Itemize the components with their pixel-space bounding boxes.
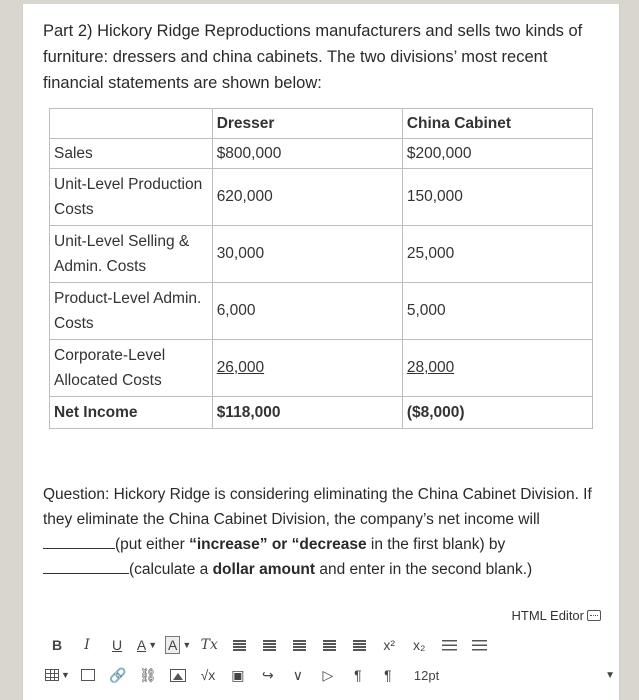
toolbar-row-1 xyxy=(45,630,615,660)
dresser-value: 30,000 xyxy=(212,226,402,283)
justify-icon xyxy=(323,640,336,651)
dresser-value: $118,000 xyxy=(212,397,402,429)
embed-icon xyxy=(81,669,95,681)
table-row xyxy=(50,226,593,283)
bold-button[interactable]: B xyxy=(51,637,63,653)
row-label: Product-Level Admin. Costs xyxy=(50,283,213,340)
row-label: Sales xyxy=(50,139,213,169)
media-button[interactable]: ▣ xyxy=(231,666,245,683)
dresser-value: 26,000 xyxy=(212,340,402,397)
bullet-list-button[interactable] xyxy=(437,633,461,657)
font-size-select[interactable]: 12pt xyxy=(413,667,440,683)
image-button[interactable] xyxy=(166,663,190,687)
financial-table xyxy=(49,108,593,429)
numbered-list-icon xyxy=(472,640,487,651)
keyboard-icon xyxy=(587,610,601,621)
editor-toolbar xyxy=(45,630,615,690)
align-right-button[interactable] xyxy=(287,633,311,657)
unlink-button[interactable]: ⛓ xyxy=(139,666,157,683)
numbered-list-button[interactable] xyxy=(467,633,491,657)
toolbar-row-2 xyxy=(45,660,615,690)
highlight-button[interactable] xyxy=(165,633,191,657)
chevron-down-icon: ▼ xyxy=(182,640,192,650)
table-header-blank xyxy=(50,109,213,139)
embed-button[interactable] xyxy=(76,663,100,687)
chevron-down-icon[interactable]: ▼ xyxy=(605,669,615,681)
font-color-button[interactable] xyxy=(135,633,159,657)
font-color-icon: A xyxy=(136,637,147,653)
row-label: Corporate-Level Allocated Costs xyxy=(50,340,213,397)
pilcrow-ltr-button[interactable]: ¶ xyxy=(354,667,362,683)
china-value: 5,000 xyxy=(402,283,592,340)
question-part: (put either xyxy=(115,536,190,553)
align-right-icon xyxy=(293,640,306,651)
bullet-list-icon xyxy=(442,640,457,651)
pilcrow-rtl-button[interactable]: ¶ xyxy=(384,667,392,683)
table-row xyxy=(50,340,593,397)
chevron-down-icon: ▼ xyxy=(61,670,70,680)
align-center-icon xyxy=(263,640,276,651)
answer-blank-2[interactable] xyxy=(43,558,129,574)
table-header-china: China Cabinet xyxy=(402,109,592,139)
indent-icon xyxy=(353,640,366,651)
row-label: Net Income xyxy=(50,397,213,429)
indent-button[interactable] xyxy=(347,633,371,657)
question-part: (calculate a xyxy=(129,561,213,578)
china-value: $200,000 xyxy=(402,139,592,169)
question-part: in the first blank) by xyxy=(366,536,506,553)
justify-button[interactable] xyxy=(317,633,341,657)
china-value: 25,000 xyxy=(402,226,592,283)
question-page xyxy=(22,4,620,700)
china-value: 28,000 xyxy=(402,340,592,397)
table-button[interactable] xyxy=(45,663,70,687)
table-header-row xyxy=(50,109,593,139)
table-row xyxy=(50,139,593,169)
intro-text: Part 2) Hickory Ridge Reproductions manufacturers and sells two kinds of furniture: dressers and china cabinets. The two divisions’ most recent financial statements are shown below: xyxy=(43,22,583,92)
question-part: “increase” or “decrease xyxy=(189,536,367,553)
table-row-net-income xyxy=(50,397,593,429)
underline-button[interactable]: U xyxy=(111,637,123,653)
dresser-value: 620,000 xyxy=(212,169,402,226)
document-button[interactable]: ▷ xyxy=(322,666,334,683)
table-icon xyxy=(45,669,59,681)
superscript-button[interactable]: x² xyxy=(383,637,396,653)
align-left-button[interactable] xyxy=(227,633,251,657)
html-editor-label: HTML Editor xyxy=(511,608,584,623)
question-part: Question: Hickory Ridge is considering eliminating the China Cabinet Division. If they eliminate the China Cabinet Division, the company’s net income will xyxy=(43,486,592,528)
row-label: Unit-Level Production Costs xyxy=(50,169,213,226)
question-part: dollar amount xyxy=(212,561,316,578)
question-text xyxy=(43,482,609,582)
answer-blank-1[interactable] xyxy=(43,533,115,549)
redo-button[interactable]: ↪ xyxy=(262,666,274,683)
highlight-icon: A xyxy=(165,636,180,654)
image-icon xyxy=(170,669,186,682)
italic-button[interactable]: I xyxy=(84,637,90,653)
question-part: and enter in the second blank.) xyxy=(315,561,533,578)
china-value: ($8,000) xyxy=(402,397,592,429)
dresser-value: $800,000 xyxy=(212,139,402,169)
china-value: 150,000 xyxy=(402,169,592,226)
chevron-button[interactable]: ∨ xyxy=(292,666,304,683)
clear-format-button[interactable]: Tx xyxy=(200,637,218,653)
align-left-icon xyxy=(233,640,246,651)
table-row xyxy=(50,169,593,226)
subscript-button[interactable]: x₂ xyxy=(413,637,426,653)
html-editor-link[interactable] xyxy=(512,608,601,623)
dresser-value: 6,000 xyxy=(212,283,402,340)
chevron-down-icon: ▼ xyxy=(148,640,158,650)
align-center-button[interactable] xyxy=(257,633,281,657)
link-button[interactable]: 🔗 xyxy=(109,666,127,683)
row-label: Unit-Level Selling & Admin. Costs xyxy=(50,226,213,283)
equation-button[interactable]: √x xyxy=(200,667,216,683)
table-row xyxy=(50,283,593,340)
table-header-dresser: Dresser xyxy=(212,109,402,139)
